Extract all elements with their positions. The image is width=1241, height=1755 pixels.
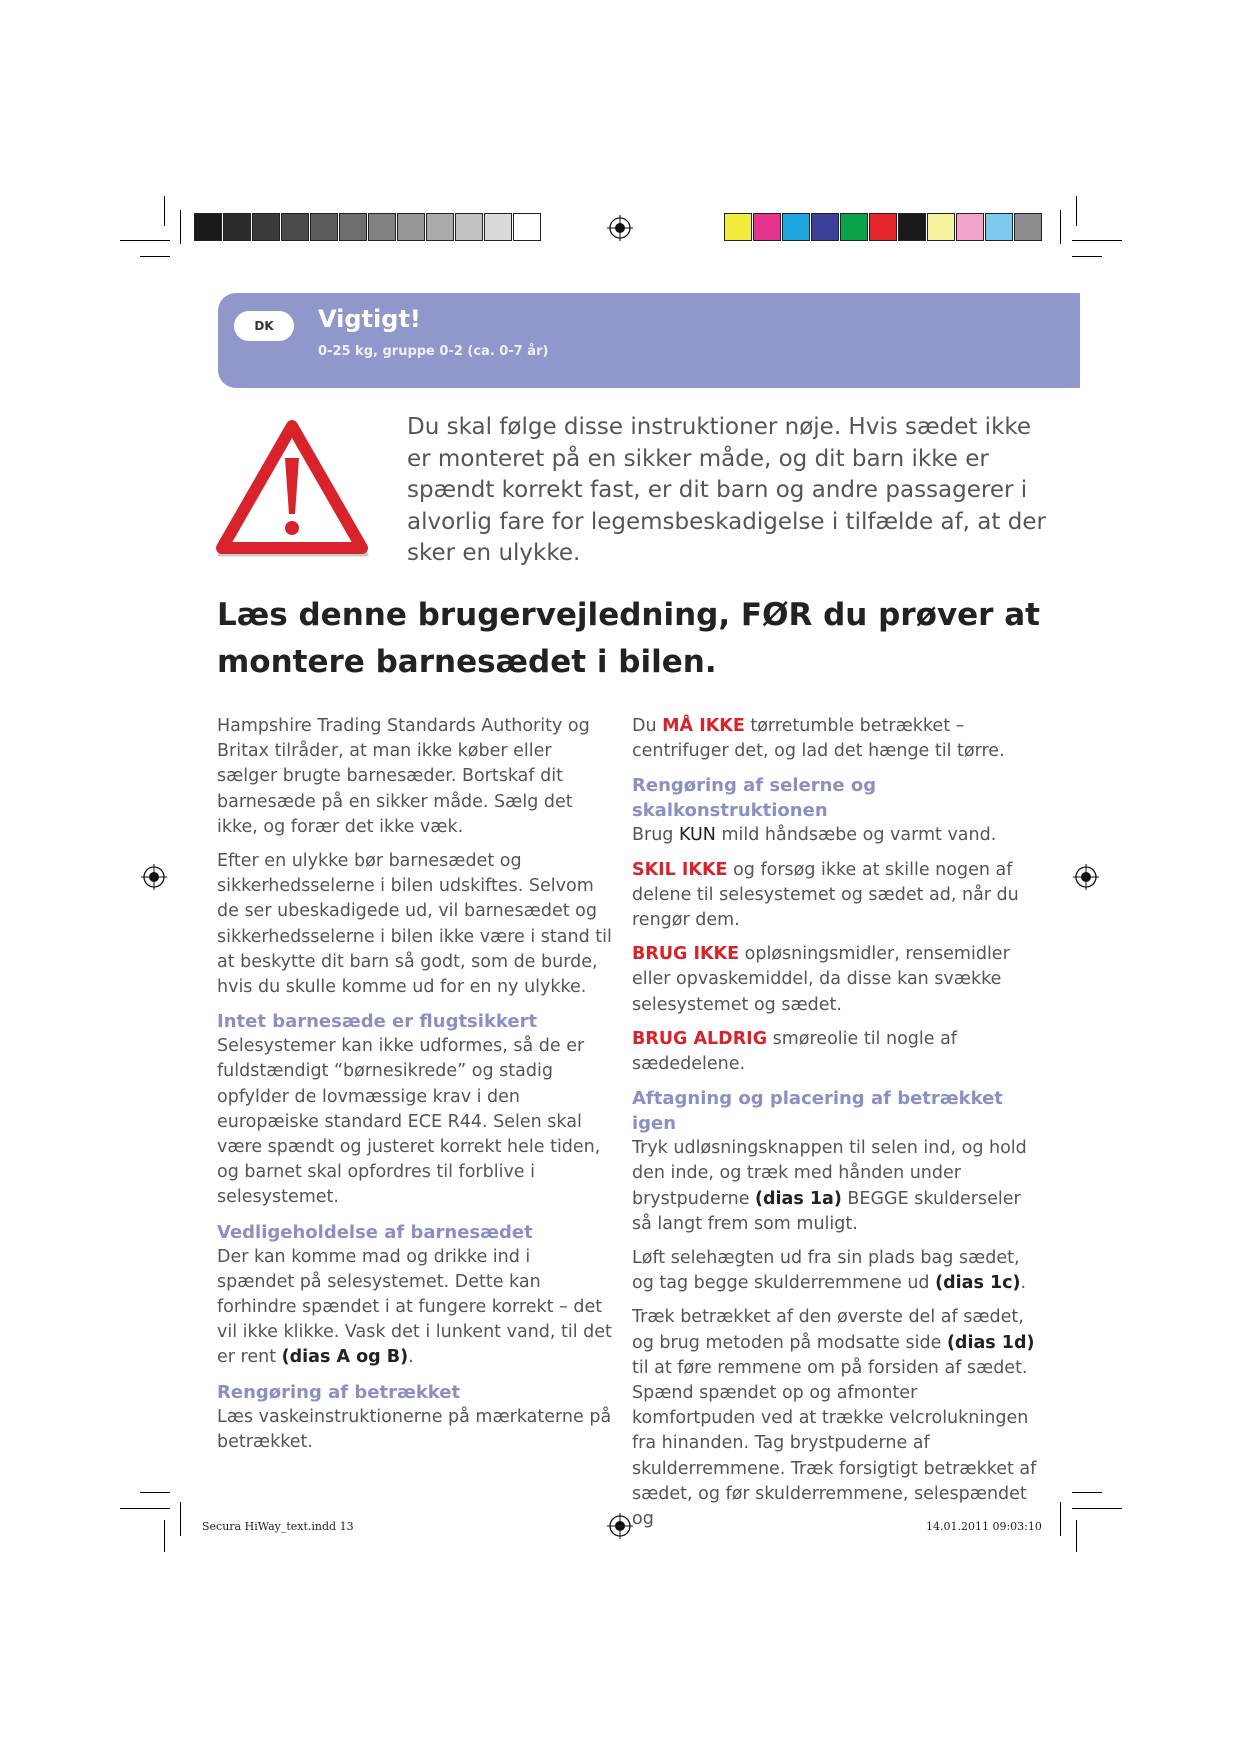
process-color-bar <box>724 213 1043 243</box>
paragraph <box>632 858 1042 934</box>
figure-reference: (dias 1d) <box>946 1332 1035 1353</box>
warning-keyword: MÅ IKKE <box>662 716 745 736</box>
right-column <box>632 714 1042 1541</box>
text-run: opløsningsmidler, rensemidler eller opvaskemiddel, da disse kan svække selesystemet og sædet. <box>632 944 1010 1015</box>
color-swatch <box>194 213 222 241</box>
figure-reference: (dias A og B) <box>281 1347 409 1368</box>
color-swatch <box>368 213 396 241</box>
text-run: og forsøg ikke at skille nogen af delene til selesystemet og sædet ad, når du rengør dem. <box>632 859 1019 931</box>
left-column <box>217 714 612 1464</box>
paragraph <box>632 823 1042 848</box>
color-swatch <box>484 213 512 241</box>
warning-triangle-icon <box>214 418 370 560</box>
figure-reference: (dias 1a) <box>755 1188 842 1209</box>
paragraph <box>632 1027 1042 1077</box>
warning-keyword: BRUG ALDRIG <box>632 1028 768 1049</box>
subheading: Aftagning og placering af betrækket igen <box>632 1088 1003 1135</box>
paragraph <box>632 942 1042 1018</box>
page-headline: Læs denne brugervejledning, FØR du prøver at montere barnesædet i bilen. <box>217 597 1040 680</box>
color-swatch <box>782 213 810 241</box>
color-swatch <box>840 213 868 241</box>
color-swatch <box>869 213 897 241</box>
text-run: . <box>1020 1273 1027 1294</box>
color-swatch <box>811 213 839 241</box>
subheading: Rengøring af selerne og skalkonstruktionen <box>632 775 877 822</box>
text-run: . <box>408 1347 414 1368</box>
color-swatch <box>956 213 984 241</box>
color-swatch <box>985 213 1013 241</box>
color-swatch <box>426 213 454 241</box>
color-swatch <box>252 213 280 241</box>
warning-keyword: SKIL IKKE <box>632 859 728 880</box>
paragraph: Selesystemer kan ikke udformes, så de er fuldstændigt “børnesikrede” og stadig opfylder de lovmæssige krav i den europæiske standard ECE R44. Selen skal være spændt og justeret korrekt hele tiden, og barnet skal opfordres til forblive i selesystemet. <box>217 1036 601 1208</box>
color-swatch <box>223 213 251 241</box>
text-run: Du <box>632 716 663 736</box>
text-run: Løft selehægten ud fra sin plads bag sædet, og tag begge skulderremmene ud <box>632 1248 1020 1294</box>
emphasis: KUN <box>678 825 716 846</box>
registration-mark-right-icon <box>1073 864 1099 890</box>
text-run: BEGGE skulderseler så langt frem som muligt. <box>632 1188 1021 1234</box>
color-swatch <box>898 213 926 241</box>
section-header-band <box>218 293 1080 388</box>
grayscale-color-bar <box>194 213 542 243</box>
registration-mark-left-icon <box>141 864 167 890</box>
color-swatch <box>339 213 367 241</box>
color-swatch <box>724 213 752 241</box>
color-swatch <box>1014 213 1042 241</box>
footer-timestamp: 14.01.2011 09:03:10 <box>926 1520 1042 1533</box>
subheading: Vedligeholdelse af barnesædet <box>217 1221 533 1243</box>
footer-file-name: Secura HiWay_text.indd 13 <box>202 1520 354 1533</box>
color-swatch <box>753 213 781 241</box>
text-run: Der kan komme mad og drikke ind i spændet på selesystemet. Dette kan forhindre spændet i at fungere korrekt – det vil ikke klikke. Vask det i lunkent vand, til det er rent <box>217 1246 612 1368</box>
color-swatch <box>455 213 483 241</box>
registration-mark-top-icon <box>607 215 633 241</box>
section-title: Vigtigt! <box>318 305 421 333</box>
registration-mark-bottom-icon <box>607 1513 633 1539</box>
paragraph <box>632 1136 1042 1237</box>
paragraph: Læs vaskeinstruktionerne på mærkaterne på betrækket. <box>217 1406 612 1452</box>
language-badge: DK <box>234 311 294 341</box>
figure-reference: (dias 1c) <box>935 1273 1021 1294</box>
subheading: Rengøring af betrækket <box>217 1381 461 1403</box>
paragraph: Efter en ulykke bør barnesædet og sikkerhedsselerne i bilen udskiftes. Selvom de ser ubeskadigede ud, vil barnesædet og sikkerhedsselerne i bilen ikke være i stand til at beskytte dit barn så godt, som de burde, hvis du skulle komme ud for en ny ulykke. <box>217 851 612 998</box>
text-run: tørretumble betrækket – centrifuger det, og lad det hænge til tørre. <box>632 716 1005 762</box>
warning-keyword: BRUG IKKE <box>632 944 740 965</box>
color-swatch <box>397 213 425 241</box>
text-run: Brug <box>632 825 679 846</box>
paragraph: Hampshire Trading Standards Authority og Britax tilråder, at man ikke køber eller sælger brugte barnesæder. Bortskaf dit barnesæde på en sikker måde. Sælg det ikke, og forær det ikke væk. <box>217 716 590 837</box>
paragraph <box>632 714 1042 764</box>
color-swatch <box>927 213 955 241</box>
color-swatch <box>281 213 309 241</box>
intro-warning-text: Du skal følge disse instruktioner nøje. Hvis sædet ikke er monteret på en sikker måde, og dit barn ikke er spændt korrekt fast, er dit barn og andre passagerer i alvorlig fare for legemsbeskadigelse i tilfælde af, at der sker en ulykke. <box>407 414 1046 566</box>
color-swatch <box>310 213 338 241</box>
section-subtitle: 0-25 kg, gruppe 0-2 (ca. 0-7 år) <box>318 344 549 359</box>
paragraph <box>632 1305 1042 1532</box>
text-run: Træk betrækket af den øverste del af sædet, og brug metoden på modsatte side <box>632 1307 1024 1353</box>
text-run: til at føre remmene om på forsiden af sædet. Spænd spændet op og afmonter komfortpuden ved at trække velcrolukningen fra hinanden. Tag brystpuderne af skulderremmene. Træk forsigtigt betrækket af sædet, og før skulderremmene, selespændet og <box>632 1357 1037 1530</box>
text-run: Tryk udløsningsknappen til selen ind, og hold den inde, og træk med hånden under brystpuderne <box>632 1138 1027 1209</box>
color-swatch <box>513 213 541 241</box>
paragraph <box>217 1245 612 1371</box>
text-run: smøreolie til nogle af sædedelene. <box>632 1028 957 1075</box>
text-run: mild håndsæbe og varmt vand. <box>715 825 997 846</box>
paragraph <box>632 1246 1042 1296</box>
subheading: Intet barnesæde er flugtsikkert <box>217 1011 538 1033</box>
